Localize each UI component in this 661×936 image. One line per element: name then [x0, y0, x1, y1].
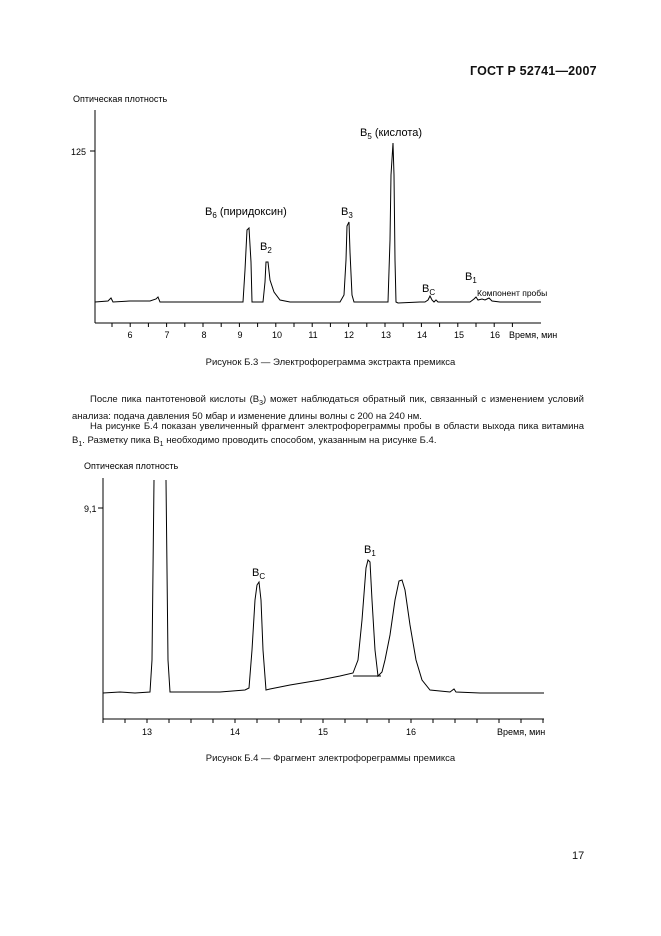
para2-sub-a: 1: [78, 440, 83, 448]
page-number: 17: [572, 850, 585, 862]
figure-b3-ytick-label: 125: [71, 147, 87, 157]
xtick-label: 6: [127, 330, 133, 340]
para2-text-b: . Разметку пика B: [82, 434, 160, 446]
standard-header: ГОСТ Р 52741—2007: [470, 64, 597, 78]
xtick-label: 7: [164, 330, 170, 340]
para1-sub-a: 3: [259, 399, 264, 407]
peak-label-b3: $B_3$: [341, 206, 353, 220]
figure-b3-component-label: Компонент пробы: [477, 288, 548, 298]
figure-b3-trace: [95, 143, 541, 303]
xtick-label: 15: [453, 330, 465, 340]
figure-b4-trace: [103, 480, 544, 693]
figure-b4-axes: [98, 478, 544, 719]
xtick-label: 14: [416, 330, 428, 340]
figure-b3-axes: [90, 110, 541, 323]
figure-b3-ylabel: Оптическая плотность: [73, 94, 168, 104]
paragraph-2: [72, 420, 584, 451]
xtick-label: 13: [141, 727, 153, 737]
para1-text-a: После пика пантотеновой кислоты (B: [90, 394, 260, 405]
xtick-label: 11: [308, 330, 318, 340]
figure-b4-xtick-marks: [103, 719, 543, 723]
xtick-label: 16: [489, 330, 501, 340]
para2-text-a: На рисунке Б.4 показан увеличенный фрагмент электрофореграммы пробы в области выхода пика витамина B: [72, 421, 584, 446]
peak-label-b2: $B_2$: [260, 241, 272, 255]
figure-b3-xtick-marks: [112, 323, 512, 327]
xtick-label: 10: [271, 330, 283, 340]
figure-b3-caption: Рисунок Б.3 — Электрофореграмма экстракта премикса: [205, 357, 456, 368]
figure-b4-xtick-labels: [142, 727, 416, 737]
peak-label-b1: $B_1$: [465, 271, 477, 285]
xtick-label: 15: [317, 727, 329, 737]
xtick-label: 9: [237, 330, 243, 340]
figure-b4-ytick-label: 9,1: [84, 504, 97, 514]
xtick-label: 12: [343, 330, 355, 340]
peak-label-bc: $B_C$: [422, 283, 436, 297]
para2-sub-b: 1: [159, 440, 164, 448]
figure-b4-peak-labels: [252, 544, 376, 581]
figure-b3-peak-labels: [205, 127, 477, 297]
figure-b4-ylabel: Оптическая плотность: [84, 461, 179, 471]
peak-label-bc: $B_C$: [252, 567, 266, 581]
xtick-label: 14: [229, 727, 241, 737]
xtick-label: 8: [201, 330, 207, 340]
peak-label-b6: $B_6$ (пиридоксин): [205, 206, 287, 220]
figure-b4-xlabel: Время, мин: [497, 727, 546, 737]
xtick-label: 13: [380, 330, 392, 340]
figure-b3-xtick-labels: [127, 330, 500, 340]
peak-label-b5: $B_5$ (кислота): [360, 127, 423, 141]
figure-b4-caption: Рисунок Б.4 — Фрагмент электрофореграммы премикса: [205, 753, 456, 764]
para1-text-b: ) может наблюдаться обратный пик, связанный с изменением условий анализа: подача давления 50 мбар и изменение длины волны с 200 на 240 нм.: [72, 394, 584, 423]
figure-b3-xlabel: Время, мин: [509, 330, 558, 340]
para2-text-c: необходимо проводить способом, указанным на рисунке Б.4.: [163, 434, 437, 446]
xtick-label: 16: [405, 727, 417, 737]
peak-label-b1: $B_1$: [364, 544, 376, 558]
